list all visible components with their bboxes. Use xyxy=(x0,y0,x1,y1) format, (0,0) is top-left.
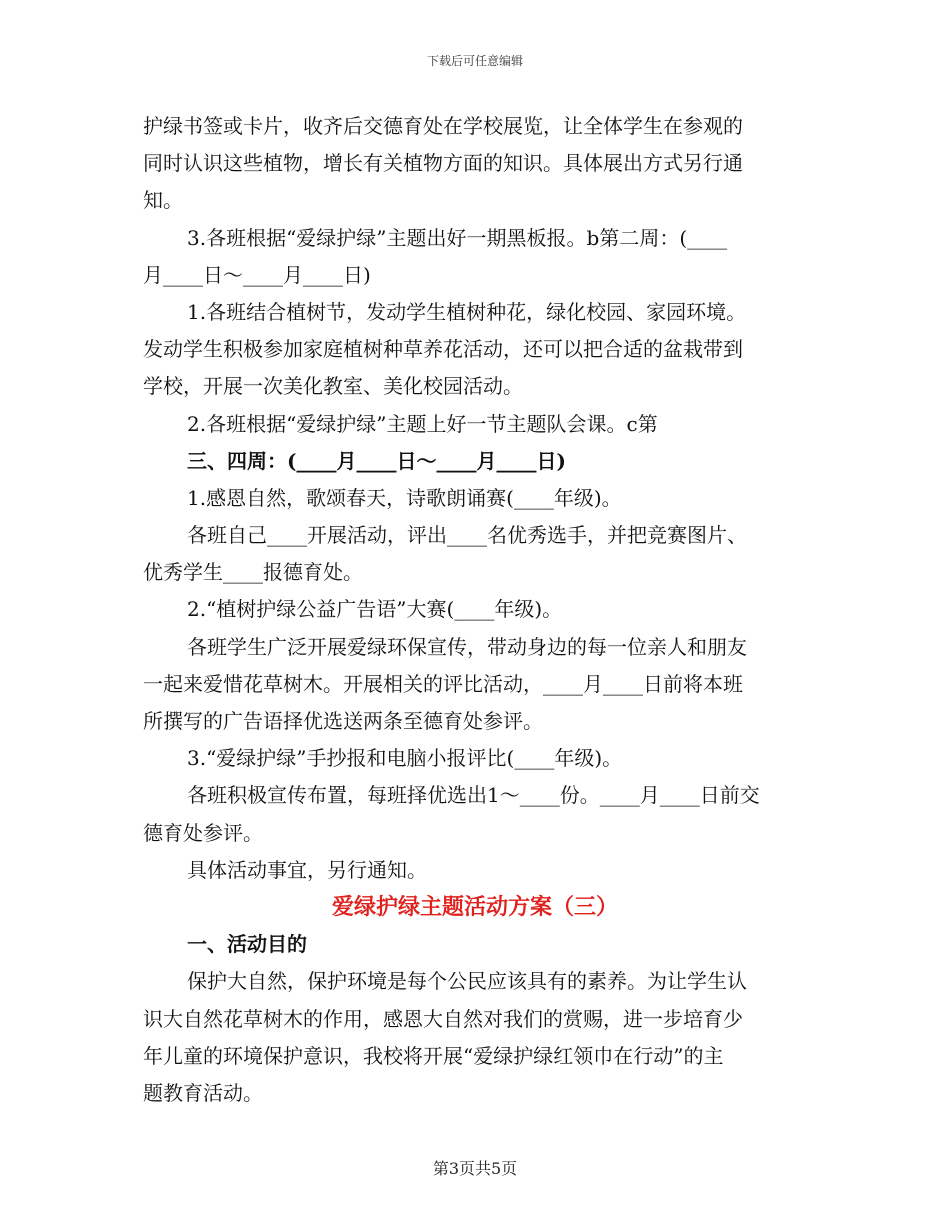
paragraph-line: 知。 xyxy=(143,188,183,213)
paragraph-line: 护绿书签或卡片，收齐后交德育处在学校展览，让全体学生在参观的 xyxy=(143,114,743,138)
paragraph-line: 学校，开展一次美化教室、美化校园活动。 xyxy=(143,374,523,399)
paragraph-line: 识大自然花草树木的作用，感恩大自然对我们的赏赐，进一步培育少 xyxy=(143,1006,743,1031)
paragraph-line: 各班自己____开展活动，评出____名优秀选手，并把竞赛图片、 xyxy=(187,523,747,548)
paragraph-line: 具体活动事宜，另行通知。 xyxy=(187,857,427,882)
week-heading: 三、四周：(____月____日～____月____日) xyxy=(187,448,566,473)
paragraph-line: 月____日～____月____日) xyxy=(143,262,371,287)
paragraph-line: 各班积极宣传布置，每班择优选出1～____份。____月____日前交 xyxy=(187,783,760,808)
section-heading: 一、活动目的 xyxy=(187,932,307,957)
paragraph-line: 3.“爱绿护绿”手抄报和电脑小报评比(____年级)。 xyxy=(187,746,623,771)
paragraph-line: 一起来爱惜花草树木。开展相关的评比活动，____月____日前将本班 xyxy=(143,671,743,696)
paragraph-line: 3.各班根据“爱绿护绿”主题出好一期黑板报。b第二周：(____ xyxy=(187,225,728,250)
paragraph-line: 2.“植树护绿公益广告语”大赛(____年级)。 xyxy=(187,597,563,622)
paragraph-line: 1.各班结合植树节，发动学生植树种花，绿化校园、家园环境。 xyxy=(187,299,747,324)
section-title: 爱绿护绿主题活动方案（三） xyxy=(331,893,618,920)
page-header: 下载后可任意编辑 xyxy=(426,54,523,68)
paragraph-line: 同时认识这些植物，增长有关植物方面的知识。具体展出方式另行通 xyxy=(143,151,743,176)
paragraph-line: 所撰写的广告语择优选送两条至德育处参评。 xyxy=(143,709,543,733)
paragraph-line: 2.各班根据“爱绿护绿”主题上好一节主题队会课。c第 xyxy=(187,411,658,436)
paragraph-line: 德育处参评。 xyxy=(143,820,263,845)
paragraph-line: 题教育活动。 xyxy=(143,1080,263,1105)
paragraph-line: 优秀学生____报德育处。 xyxy=(143,560,363,585)
paragraph-line: 1.感恩自然，歌颂春天，诗歌朗诵赛(____年级)。 xyxy=(187,485,622,510)
page-footer: 第3页共5页 xyxy=(432,1159,518,1178)
paragraph-line: 年儿童的环境保护意识，我校将开展“爱绿护绿红领巾在行动”的主 xyxy=(143,1043,724,1068)
document-body xyxy=(143,108,807,1112)
paragraph-line: 发动学生积极参加家庭植树种草养花活动，还可以把合适的盆栽带到 xyxy=(143,337,743,362)
paragraph-line: 各班学生广泛开展爱绿环保宣传，带动身边的每一位亲人和朋友 xyxy=(187,634,747,659)
paragraph-line: 保护大自然，保护环境是每个公民应该具有的素养。为让学生认 xyxy=(187,969,747,994)
